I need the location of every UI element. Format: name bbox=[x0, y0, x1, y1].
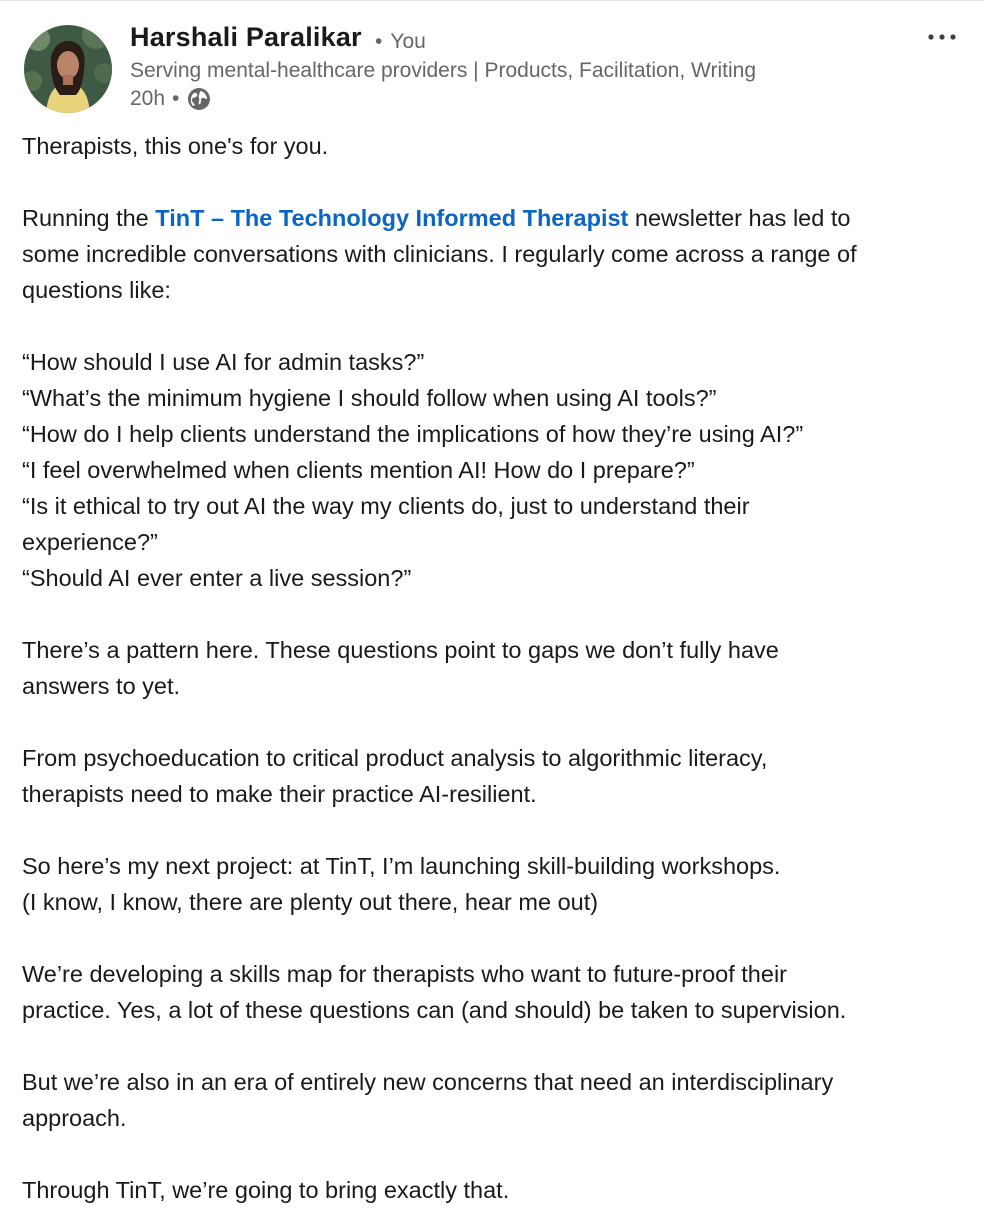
paragraph-closing bbox=[22, 1172, 962, 1208]
avatar-photo-icon bbox=[24, 25, 112, 113]
text-line: (I know, I know, there are plenty out there, hear me out) bbox=[22, 889, 599, 915]
author-name[interactable]: Harshali Paralikar bbox=[130, 22, 362, 52]
text-line: approach. bbox=[22, 1105, 127, 1131]
paragraph-project bbox=[22, 848, 962, 920]
text-line: Through TinT, we’re going to bring exactly that. bbox=[22, 1177, 510, 1203]
paragraph-resilient bbox=[22, 740, 962, 812]
author-headline: Serving mental-healthcare providers | Products, Facilitation, Writing bbox=[130, 59, 757, 82]
text-segment: newsletter has led to bbox=[628, 205, 851, 231]
question-line: “I feel overwhelmed when clients mention AI! How do I prepare?” bbox=[22, 457, 695, 483]
meta-separator: • bbox=[172, 87, 180, 110]
text-line: So here’s my next project: at TinT, I’m launching skill-building workshops. bbox=[22, 853, 781, 879]
paragraph-questions bbox=[22, 344, 962, 596]
text-line: Therapists, this one's for you. bbox=[22, 133, 329, 159]
text-line: We’re developing a skills map for therapists who want to future-proof their bbox=[22, 961, 787, 987]
paragraph-era bbox=[22, 1064, 962, 1136]
author-avatar[interactable] bbox=[24, 25, 112, 113]
ellipsis-icon bbox=[927, 33, 957, 41]
question-line: “Is it ethical to try out AI the way my clients do, just to understand their bbox=[22, 493, 750, 519]
paragraph-pattern bbox=[22, 632, 962, 704]
post-body bbox=[22, 128, 962, 1208]
question-line: experience?” bbox=[22, 529, 158, 555]
text-line: practice. Yes, a lot of these questions can (and should) be taken to supervision. bbox=[22, 997, 847, 1023]
post-meta bbox=[130, 87, 211, 111]
globe-icon bbox=[187, 87, 211, 111]
paragraph-skills-map bbox=[22, 956, 962, 1028]
text-line: questions like: bbox=[22, 277, 171, 303]
degree-label: You bbox=[390, 30, 426, 53]
post-top-border bbox=[0, 0, 984, 1]
question-line: “Should AI ever enter a live session?” bbox=[22, 565, 412, 591]
paragraph-newsletter bbox=[22, 200, 962, 308]
text-line: answers to yet. bbox=[22, 673, 181, 699]
question-line: “How should I use AI for admin tasks?” bbox=[22, 349, 425, 375]
degree-separator: • bbox=[375, 30, 383, 53]
text-line: But we’re also in an era of entirely new concerns that need an interdisciplinary bbox=[22, 1069, 834, 1095]
more-options-button[interactable] bbox=[922, 22, 962, 52]
connection-degree bbox=[375, 30, 426, 54]
question-line: “How do I help clients understand the implications of how they’re using AI?” bbox=[22, 421, 804, 447]
text-line: therapists need to make their practice AI-resilient. bbox=[22, 781, 537, 807]
paragraph-intro bbox=[22, 128, 962, 164]
text-line: some incredible conversations with clinicians. I regularly come across a range of bbox=[22, 241, 857, 267]
text-segment: Running the bbox=[22, 205, 156, 231]
text-line bbox=[22, 200, 962, 236]
post-time: 20h bbox=[130, 87, 166, 110]
text-line: There’s a pattern here. These questions point to gaps we don’t fully have bbox=[22, 637, 779, 663]
question-line: “What’s the minimum hygiene I should follow when using AI tools?” bbox=[22, 385, 717, 411]
newsletter-link[interactable]: TinT – The Technology Informed Therapist bbox=[155, 205, 629, 231]
text-line: From psychoeducation to critical product analysis to algorithmic literacy, bbox=[22, 745, 768, 771]
